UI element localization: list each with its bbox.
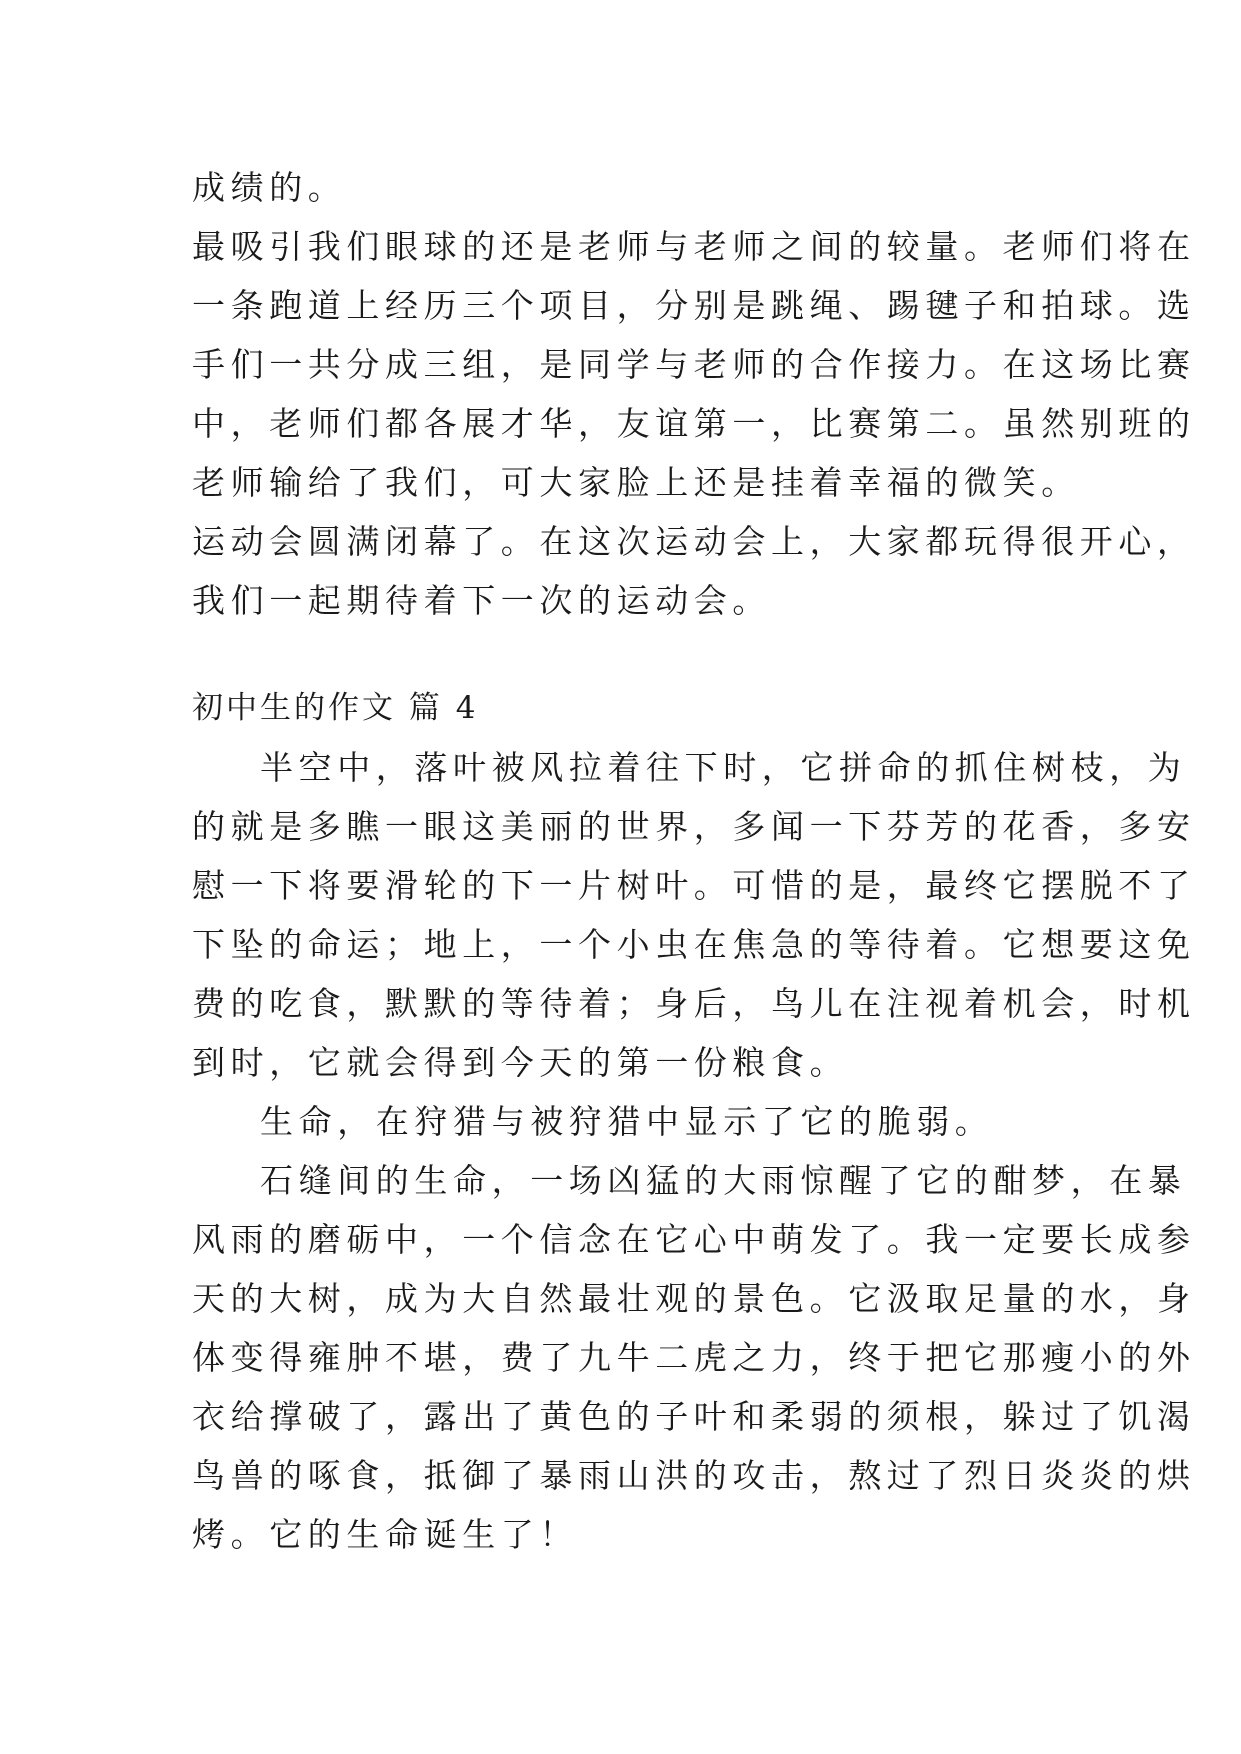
text-line: 衣给撑破了，露出了黄色的子叶和柔弱的须根，躲过了饥渴: [192, 1397, 1196, 1436]
previous-essay-ending: [192, 158, 1196, 630]
text-line: 鸟兽的啄食，抵御了暴雨山洪的攻击，熬过了烈日炎炎的烘: [192, 1456, 1196, 1495]
text-line: 体变得雍肿不堪，费了九牛二虎之力，终于把它那瘦小的外: [192, 1338, 1196, 1377]
text-line: 半空中，落叶被风拉着往下时，它拼命的抓住树枝，为: [260, 748, 1187, 787]
text-line: 我们一起期待着下一次的运动会。: [192, 581, 771, 620]
paragraph-2: [192, 1092, 1072, 1151]
section-spacer: [192, 630, 1072, 679]
paragraph-3: [192, 1151, 1196, 1564]
text-line: 的就是多瞧一眼这美丽的世界，多闻一下芬芳的花香，多安: [192, 807, 1196, 846]
text-line: 中，老师们都各展才华，友谊第一，比赛第二。虽然别班的: [192, 404, 1196, 443]
text-line: 运动会圆满闭幕了。在这次运动会上，大家都玩得很开心，: [192, 522, 1196, 561]
text-line: 下坠的命运；地上，一个小虫在焦急的等待着。它想要这免: [192, 925, 1196, 964]
text-line: 成绩的。: [192, 168, 347, 207]
text-line: 最吸引我们眼球的还是老师与老师之间的较量。老师们将在: [192, 227, 1196, 266]
text-line: 石缝间的生命，一场凶猛的大雨惊醒了它的酣梦，在暴: [260, 1161, 1187, 1200]
text-line: 慰一下将要滑轮的下一片树叶。可惜的是，最终它摆脱不了: [192, 866, 1196, 905]
text-line: 到时，它就会得到今天的第一份粮食。: [192, 1043, 849, 1082]
text-line: 生命，在狩猎与被狩猎中显示了它的脆弱。: [260, 1102, 994, 1141]
document-body: [192, 158, 1196, 1564]
text-line: 一条跑道上经历三个项目，分别是跳绳、踢毽子和拍球。选: [192, 286, 1196, 325]
text-line: 风雨的磨砺中，一个信念在它心中萌发了。我一定要长成参: [192, 1220, 1196, 1259]
text-line: 烤。它的生命诞生了！: [192, 1515, 578, 1554]
text-line: 天的大树，成为大自然最壮观的景色。它汲取足量的水，身: [192, 1279, 1196, 1318]
text-line: 老师输给了我们，可大家脸上还是挂着幸福的微笑。: [192, 463, 1080, 502]
text-line: 手们一共分成三组，是同学与老师的合作接力。在这场比赛: [192, 345, 1196, 384]
text-line: 费的吃食，默默的等待着；身后，鸟儿在注视着机会，时机: [192, 984, 1196, 1023]
paragraph-1: [192, 738, 1196, 1092]
essay-heading: 初中生的作文 篇 4: [192, 690, 479, 726]
